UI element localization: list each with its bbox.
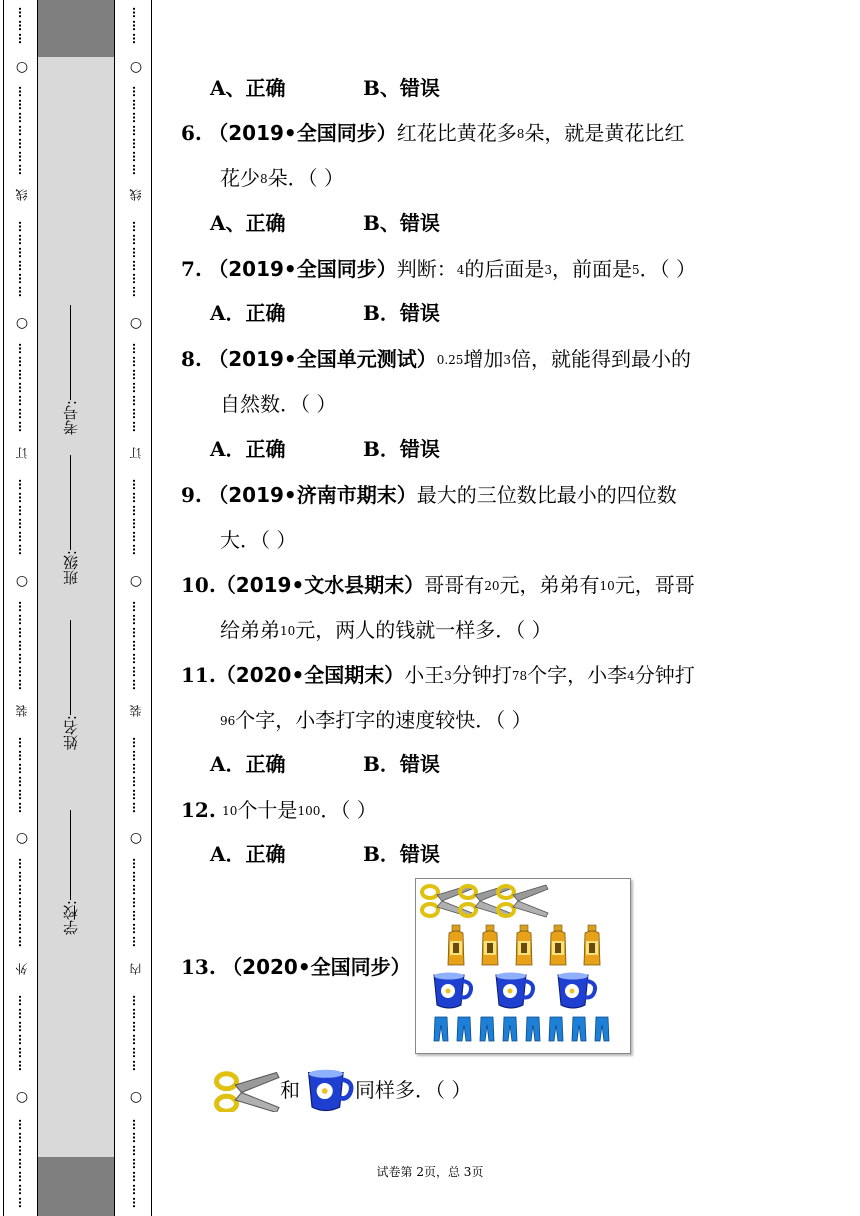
q13-rest-text: 同样多．（ ）: [355, 1078, 472, 1102]
q7-text-c: ，前面是: [551, 257, 632, 281]
q6-options: [210, 209, 440, 237]
q7-text-d: ．（ ）: [639, 257, 696, 281]
dotted-line-segment: ………………: [16, 736, 29, 815]
q11-option-b[interactable]: B．错误: [363, 752, 440, 776]
q11-n3: 4: [627, 669, 635, 683]
q7-text-a: 判断：: [396, 257, 457, 281]
name-label: 姓名:: [62, 715, 80, 751]
q8-option-a[interactable]: A．正确: [210, 437, 286, 461]
cup-icon: [302, 1064, 356, 1114]
q11-source: （2020•全国期末）: [215, 663, 405, 687]
q6-line1: [181, 119, 684, 148]
q8-text-a: 增加: [463, 347, 504, 371]
q8-options: [210, 435, 440, 463]
exam-number-field[interactable]: [60, 305, 92, 435]
binding-label: 订: [12, 444, 32, 462]
q6-line2: [220, 164, 344, 193]
q7-options: [210, 299, 440, 327]
q6-option-a[interactable]: A、正确: [210, 211, 286, 235]
pants-icon: [457, 1017, 471, 1041]
scissors-icon: [212, 1066, 282, 1112]
q9-number: 9.: [181, 483, 202, 507]
binding-hole-ring: ○: [129, 573, 143, 589]
q10-text-b: 元，弟弟有: [499, 573, 600, 597]
student-info: [60, 290, 92, 936]
margin-right-border: [151, 0, 152, 1216]
q6-n1: 8: [516, 127, 525, 141]
q12-line1: [181, 796, 377, 825]
class-label: 班级:: [62, 550, 80, 586]
binding-hole-ring: ○: [15, 830, 29, 846]
q6-source: （2019•全国同步）: [208, 121, 397, 145]
q9-text-a: 最大的三位数比最小的四位数: [416, 483, 677, 507]
q11-line2: [220, 706, 532, 735]
q13-number: 13.: [181, 955, 216, 979]
dotted-line-segment: ………………: [16, 995, 29, 1073]
dotted-line-segment: ………………: [130, 736, 143, 815]
band-top-block: [38, 0, 114, 57]
figure-rows: [422, 885, 609, 1041]
dotted-line-segment: …………………: [130, 600, 143, 692]
pants-icon: [572, 1017, 586, 1041]
q12-options: [210, 840, 440, 868]
q10-text-c: 元，哥哥: [614, 573, 695, 597]
pants-icon: [503, 1017, 517, 1041]
q8-text-c: 自然数．（ ）: [220, 392, 337, 416]
dotted-line-segment: …………………: [130, 858, 143, 949]
binding-label: 装: [12, 702, 32, 720]
q7-text-b: 的后面是: [464, 257, 545, 281]
gray-band-right-border: [114, 0, 115, 1216]
q10-text-a: 哥哥有: [424, 573, 485, 597]
q13-and-text: 和: [280, 1078, 300, 1102]
q11-text-a: 小王: [404, 663, 445, 687]
q8-line2: [220, 390, 336, 418]
name-field[interactable]: [60, 620, 92, 750]
q7-n2: 3: [544, 263, 552, 277]
q12-text-b: ．（ ）: [320, 798, 377, 822]
class-field[interactable]: [60, 455, 92, 585]
q11-n1: 3: [444, 669, 452, 683]
binding-hole-ring: ○: [15, 315, 29, 331]
q12-option-b[interactable]: B．错误: [363, 842, 440, 866]
q6-text-b: 朵，就是黄花比红: [524, 121, 685, 145]
q9-source: （2019•济南市期末）: [208, 483, 417, 507]
q10-text-e: 元，两人的钱就一样多．（ ）: [295, 618, 552, 642]
dotted-line-segment: …………………: [16, 858, 29, 949]
school-label: 学校:: [62, 900, 80, 936]
binding-hole-ring: ○: [15, 1089, 29, 1105]
binding-hole-ring: ○: [129, 315, 143, 331]
binding-label: 外: [12, 960, 32, 978]
q6-n2: 8: [260, 172, 268, 186]
school-field[interactable]: [60, 810, 92, 935]
bottle-icon: [550, 925, 566, 965]
q7-line1: [181, 255, 696, 284]
q5-option-b[interactable]: B、错误: [363, 76, 440, 100]
q5-option-a[interactable]: A、正确: [210, 76, 286, 100]
exam-number-label: 考号:: [62, 400, 80, 436]
q8-n2: 3: [503, 353, 512, 367]
q13-source: （2020•全国同步）: [222, 955, 411, 979]
dotted-line-segment: ………………: [16, 479, 29, 557]
q8-number: 8.: [181, 347, 202, 371]
q11-text-c: 个字，小李: [527, 663, 628, 687]
q6-text-d: 朵．（ ）: [267, 166, 344, 190]
dotted-line-segment: …………………: [130, 1118, 143, 1210]
binding-label: 内: [126, 960, 146, 978]
dotted-line-segment: …………………: [16, 1118, 29, 1210]
dotted-line-segment: ………………: [130, 995, 143, 1073]
dotted-line-segment: …………………: [16, 600, 29, 692]
q12-number: 12.: [181, 798, 216, 822]
counting-figure-svg: [416, 879, 630, 1053]
page-footer: 试卷第 2页，总 3页: [376, 1165, 484, 1179]
q13-line1: [181, 953, 411, 981]
cup-icon: [558, 973, 595, 1009]
q8-n1: 0.25: [436, 353, 464, 367]
q11-text-b: 分钟打: [451, 663, 512, 687]
q9-text-b: 大．（ ）: [220, 528, 297, 552]
q11-option-a[interactable]: A．正确: [210, 752, 286, 776]
pants-icon: [595, 1017, 609, 1041]
dotted-line-segment: …………………: [130, 342, 143, 434]
q11-n2: 78: [511, 669, 528, 683]
q12-text-a: 个十是: [237, 798, 298, 822]
binding-hole-ring: ○: [129, 830, 143, 846]
q12-option-a[interactable]: A．正确: [210, 842, 286, 866]
q7-number: 7.: [181, 257, 202, 281]
q10-source: （2019•文水县期末）: [215, 573, 425, 597]
q7-n1: 4: [456, 263, 465, 277]
binding-label: 线: [126, 186, 146, 204]
binding-hole-ring: ○: [129, 59, 143, 75]
counting-figure: [415, 878, 631, 1054]
q9-line2: [220, 526, 296, 554]
q11-text-d: 分钟打: [634, 663, 695, 687]
dotted-line-segment: ………………: [130, 221, 143, 299]
q11-line1: [181, 661, 695, 690]
scissors-icon: [422, 885, 472, 917]
q7-source: （2019•全国同步）: [208, 257, 397, 281]
q6-number: 6.: [181, 121, 202, 145]
pants-icon: [434, 1017, 448, 1041]
pants-icon: [526, 1017, 540, 1041]
q6-text-a: 红花比黄花多: [396, 121, 517, 145]
q11-text-e: 个字，小李打字的速度较快．（ ）: [235, 708, 532, 732]
q10-n2: 10: [599, 579, 615, 593]
binding-label: 线: [12, 186, 32, 204]
q10-number: 10.: [181, 573, 216, 597]
dotted-line-segment: ………: [130, 6, 143, 46]
q10-line1: [181, 571, 695, 600]
q8-line1: [181, 345, 691, 374]
dotted-line-segment: …………………: [16, 342, 29, 434]
q10-n3: 10: [280, 624, 296, 638]
dotted-line-segment: ………: [16, 6, 29, 46]
q10-text-d: 给弟弟: [220, 618, 280, 642]
q12-n1: 10: [222, 804, 238, 818]
dotted-line-segment: …………………: [16, 85, 29, 177]
inner-dotted-line: [126, 0, 146, 1216]
pants-icon: [480, 1017, 494, 1041]
binding-label: 订: [126, 444, 146, 462]
bottle-icon: [482, 925, 498, 965]
q9-line1: [181, 481, 677, 509]
cup-icon: [434, 973, 471, 1009]
pants-icon: [549, 1017, 563, 1041]
q11-options: [210, 750, 440, 778]
dotted-line-segment: ………………: [130, 479, 143, 557]
q13-bottom-line: [212, 1066, 512, 1114]
bottle-icon: [448, 925, 464, 965]
margin-border: [3, 0, 4, 1216]
cup-icon: [496, 973, 533, 1009]
q7-option-a[interactable]: A．正确: [210, 301, 286, 325]
q8-source: （2019•全国单元测试）: [208, 347, 437, 371]
q6-option-b[interactable]: B、错误: [363, 211, 440, 235]
dotted-line-segment: …………………: [130, 85, 143, 177]
q10-n1: 20: [484, 579, 500, 593]
bottle-icon: [516, 925, 532, 965]
bottle-icon: [584, 925, 600, 965]
q8-option-b[interactable]: B．错误: [363, 437, 440, 461]
q6-text-c: 花少: [220, 166, 260, 190]
q7-n3: 5: [631, 263, 640, 277]
outer-dotted-line: [12, 0, 32, 1216]
q10-line2: [220, 616, 552, 645]
q12-n2: 100: [297, 804, 321, 818]
q11-n4: 96: [220, 714, 236, 728]
binding-hole-ring: ○: [15, 59, 29, 75]
q11-number: 11.: [181, 663, 216, 687]
dotted-line-segment: ………………: [16, 221, 29, 299]
q7-option-b[interactable]: B．错误: [363, 301, 440, 325]
binding-hole-ring: ○: [129, 1089, 143, 1105]
q8-text-b: 倍，就能得到最小的: [511, 347, 692, 371]
binding-hole-ring: ○: [15, 573, 29, 589]
binding-label: 装: [126, 702, 146, 720]
q5-options: [210, 74, 440, 102]
